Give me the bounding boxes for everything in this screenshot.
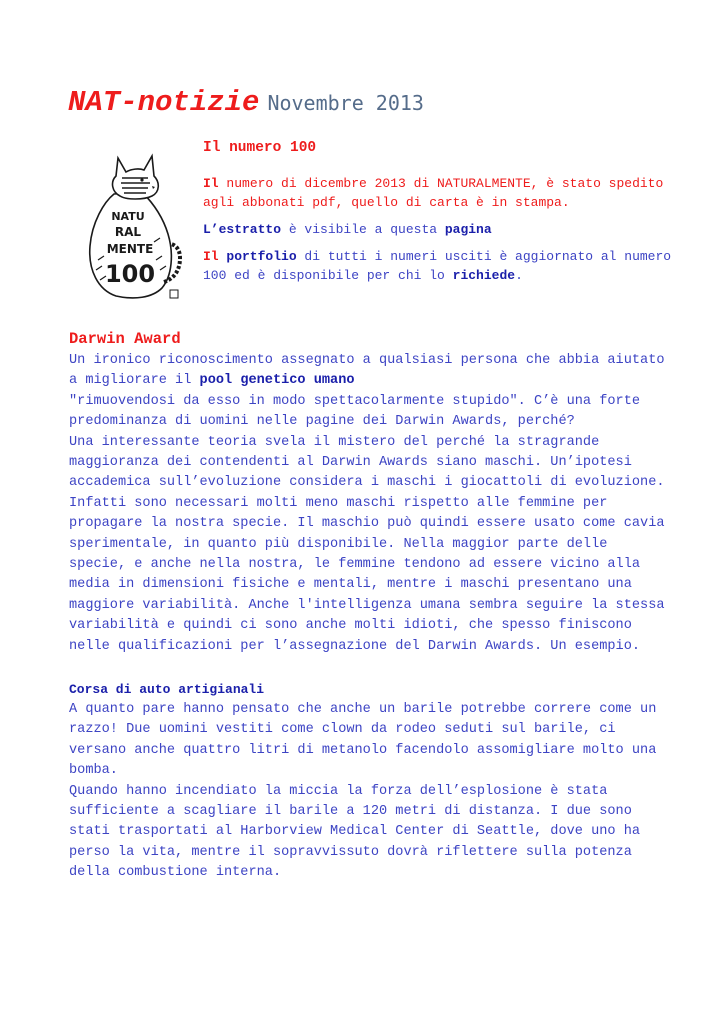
masthead bbox=[68, 86, 424, 119]
barrel-race-p2: Quando hanno incendiato la miccia la forza dell’esplosione è stata sufficiente a scagliare il barile a 120 metri di distanza. I due sono stati trasportati al Harborview Medical Center di Seattle, dove uno ha perso la vita, mentre il sopravvissuto dovrà riflettere sulla potenza della combustione interna. bbox=[69, 783, 641, 881]
darwin-award-heading: Darwin Award bbox=[69, 330, 181, 348]
darwin-award-section bbox=[69, 330, 669, 657]
issue-p3-lead: Il bbox=[203, 249, 227, 264]
issue-title: Il numero 100 bbox=[203, 140, 317, 156]
cat-lettering-1: NATU bbox=[111, 210, 145, 223]
darwin-line2: "rimuovendosi da esso in modo spettacolarmente stupido". C’è una forte predominanza di uomini nelle pagine dei Darwin Awards, perché? bbox=[69, 393, 641, 430]
issue-p3-end: . bbox=[515, 268, 523, 283]
request-link[interactable]: richiede bbox=[452, 268, 516, 283]
issue-p2-mid: è visibile a questa bbox=[281, 222, 445, 237]
newsletter-title: NAT-notizie bbox=[68, 86, 260, 119]
issue-p1-text: numero di dicembre 2013 di NATURALMENTE, è stato spedito agli abbonati pdf, quello di carta è in stampa. bbox=[203, 176, 664, 210]
barrel-race-heading: Corsa di auto artigianali bbox=[69, 682, 265, 697]
darwin-body: Una interessante teoria svela il mistero del perché la stragrande maggioranza dei contendenti al Darwin Awards siano maschi. Un’ipotesi accademica sull’evoluzione considera i maschi i giocattoli di evoluzione. Infatti sono necessari molti meno maschi rispetto alle femmine per propagare la nostra specie. Il maschio può quindi essere usato come cavia sperimentale, in quanto più disponibile. Nella maggior parte delle specie, e anche nella nostra, le femmine tendono ad essere vicino alla media in dimensioni fisiche e mentali, mentre i maschi presentano una maggiore variabilità. Anche l'intelligenza umana sembra seguire la stessa variabilità e quindi ci sono anche molti idioti, che spesso finiscono nelle qualificazioni per l’assegnazione del Darwin Awards. Un esempio. bbox=[69, 434, 665, 654]
cat-lettering-3: MENTE bbox=[106, 242, 154, 256]
excerpt-page-link[interactable]: pagina bbox=[444, 222, 492, 237]
barrel-race-section bbox=[69, 682, 669, 884]
issue-paragraph-shipping bbox=[203, 174, 673, 212]
issue-p1-lead: Il bbox=[203, 176, 219, 191]
cat-illustration-icon bbox=[76, 150, 188, 300]
issue-p3-text: di tutti i numeri usciti è aggiornato al numero 100 ed è disponibile per chi lo bbox=[203, 249, 672, 283]
darwin-intro: Un ironico riconoscimento assegnato a qualsiasi persona che abbia aiutato a migliorare il bbox=[69, 353, 665, 389]
issue-p2-lead: L’estratto bbox=[203, 222, 282, 237]
issue-announcement bbox=[203, 140, 673, 285]
pool-genetico-link[interactable]: pool genetico umano bbox=[199, 373, 355, 389]
portfolio-label: portfolio bbox=[226, 249, 297, 264]
darwin-award-body bbox=[69, 351, 669, 657]
barrel-race-p1: A quanto pare hanno pensato che anche un barile potrebbe correre come un razzo! Due uomini vestiti come clown da rodeo seduti sul barile, ci versano anche quattro litri di metanolo facendolo assomigliare molto una bomba. bbox=[69, 702, 657, 779]
barrel-race-body bbox=[69, 700, 669, 884]
cat-lettering-4: 100 bbox=[104, 260, 156, 288]
issue-paragraph-excerpt bbox=[203, 220, 673, 239]
cat-lettering-2: RAL bbox=[114, 225, 142, 239]
issue-paragraph-portfolio bbox=[203, 247, 673, 285]
issue-date: Novembre 2013 bbox=[267, 91, 424, 115]
